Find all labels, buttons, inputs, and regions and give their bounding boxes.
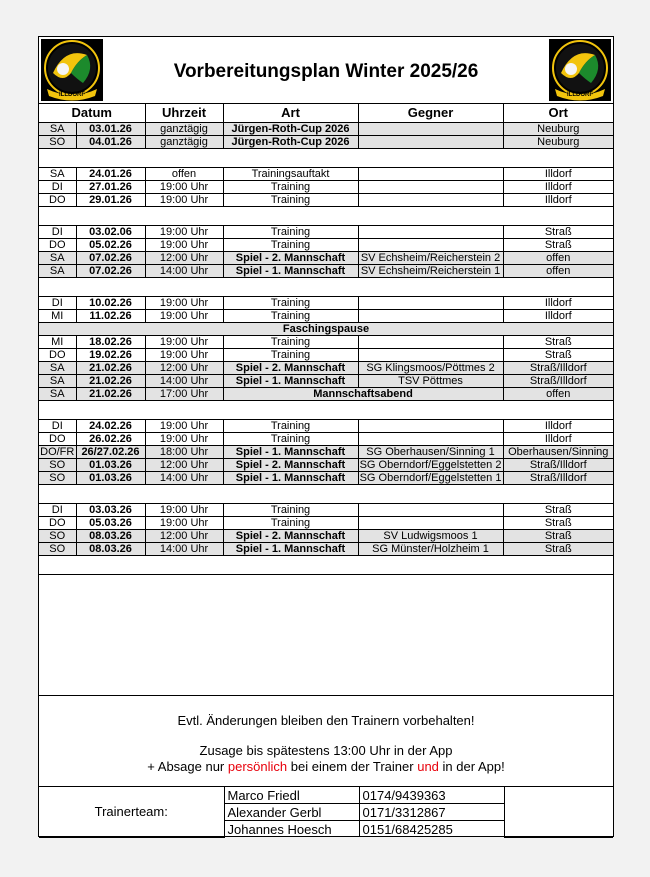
type-cell: Training	[223, 336, 358, 349]
date-cell: 03.03.26	[76, 504, 145, 517]
opponent-cell	[358, 168, 503, 181]
date-cell: 10.02.26	[76, 297, 145, 310]
day-cell: SA	[39, 388, 76, 401]
location-cell: offen	[503, 265, 613, 278]
location-cell: Oberhausen/Sinning	[503, 446, 613, 459]
opponent-cell: SV Echsheim/Reicherstein 2	[358, 252, 503, 265]
opponent-cell	[358, 420, 503, 433]
event-cell: Mannschaftsabend	[223, 388, 503, 401]
date-cell: 07.02.26	[76, 252, 145, 265]
trainer-team-label: Trainerteam:	[39, 787, 224, 838]
date-cell: 21.02.26	[76, 375, 145, 388]
note-cancel-c: in der App!	[438, 759, 505, 774]
column-header-ort: Ort	[503, 103, 613, 123]
time-cell: 12:00 Uhr	[145, 530, 223, 543]
trainer-name: Johannes Hoesch	[224, 821, 359, 838]
table-row	[39, 226, 613, 239]
notes-box	[39, 695, 613, 787]
location-cell: Illdorf	[503, 181, 613, 194]
trainer-name: Marco Friedl	[224, 787, 359, 804]
opponent-cell	[358, 517, 503, 530]
trainer-name: Alexander Gerbl	[224, 804, 359, 821]
type-cell: Training	[223, 517, 358, 530]
blank-separator-row	[39, 556, 613, 575]
column-header-uhrzeit: Uhrzeit	[145, 103, 223, 123]
table-row	[39, 194, 613, 207]
type-cell: Spiel - 1. Mannschaft	[223, 446, 358, 459]
type-cell: Jürgen-Roth-Cup 2026	[223, 136, 358, 149]
opponent-cell	[358, 336, 503, 349]
opponent-cell	[358, 239, 503, 252]
date-cell: 26/27.02.26	[76, 446, 145, 459]
type-cell: Jürgen-Roth-Cup 2026	[223, 123, 358, 136]
schedule-sheet	[38, 36, 614, 837]
date-cell: 08.03.26	[76, 543, 145, 556]
logo-text: ILLDORF	[59, 92, 85, 98]
time-cell: 19:00 Uhr	[145, 420, 223, 433]
day-cell: DI	[39, 226, 76, 239]
table-row	[39, 349, 613, 362]
time-cell: 18:00 Uhr	[145, 446, 223, 459]
day-cell: DO	[39, 194, 76, 207]
blank-separator-row	[39, 278, 613, 297]
table-row	[39, 181, 613, 194]
day-cell: SA	[39, 362, 76, 375]
day-cell: SA	[39, 123, 76, 136]
time-cell: 14:00 Uhr	[145, 265, 223, 278]
type-cell: Training	[223, 226, 358, 239]
trainer-phone: 0174/9439363	[359, 787, 504, 804]
day-cell: MI	[39, 310, 76, 323]
table-row	[39, 375, 613, 388]
location-cell: Straß	[503, 530, 613, 543]
date-cell: 03.01.26	[76, 123, 145, 136]
opponent-cell: SG Oberndorf/Eggelstetten 2	[359, 459, 502, 471]
opponent-cell: SG Oberhausen/Sinning 1	[358, 446, 503, 459]
type-cell: Spiel - 1. Mannschaft	[223, 472, 358, 485]
type-cell: Trainingsauftakt	[223, 168, 358, 181]
column-header-art: Art	[223, 103, 358, 123]
date-cell: 24.01.26	[76, 168, 145, 181]
date-cell: 05.03.26	[76, 517, 145, 530]
trainer-table	[39, 786, 613, 838]
location-cell: Neuburg	[503, 123, 613, 136]
day-cell: DI	[39, 420, 76, 433]
time-cell: 19:00 Uhr	[145, 297, 223, 310]
table-row	[39, 252, 613, 265]
date-cell: 26.02.26	[76, 433, 145, 446]
location-cell: Straß	[503, 226, 613, 239]
type-cell: Training	[223, 297, 358, 310]
location-cell: offen	[503, 388, 613, 401]
time-cell: 12:00 Uhr	[145, 362, 223, 375]
note-cancel-a: + Absage nur	[147, 759, 228, 774]
blank-separator-row	[39, 207, 613, 226]
day-cell: SO	[39, 459, 76, 472]
time-cell: 19:00 Uhr	[145, 310, 223, 323]
day-cell: SA	[39, 168, 76, 181]
opponent-cell: SG Klingsmoos/Pöttmes 2	[358, 362, 503, 375]
separator-cell	[39, 207, 613, 226]
separator-cell	[39, 278, 613, 297]
date-cell: 03.02.06	[76, 226, 145, 239]
date-cell: 21.02.26	[76, 362, 145, 375]
date-cell: 21.02.26	[76, 388, 145, 401]
location-cell: Straß/Illdorf	[503, 362, 613, 375]
table-row	[39, 136, 613, 149]
column-header-datum: Datum	[39, 103, 145, 123]
day-cell: DO	[39, 517, 76, 530]
table-row	[39, 530, 613, 543]
location-cell: Illdorf	[503, 194, 613, 207]
type-cell: Training	[223, 504, 358, 517]
location-cell: Straß	[503, 517, 613, 530]
blank-separator-row	[39, 485, 613, 504]
note-confirm: Zusage bis spätestens 13:00 Uhr in der App	[199, 743, 453, 758]
day-cell: SO	[39, 136, 76, 149]
section-break-row	[39, 323, 613, 336]
location-cell: Illdorf	[503, 420, 613, 433]
table-row	[39, 446, 613, 459]
opponent-cell	[358, 349, 503, 362]
day-cell: DO/FR	[40, 446, 75, 458]
table-row	[39, 517, 613, 530]
location-cell: Straß	[503, 349, 613, 362]
table-row	[39, 459, 613, 472]
day-cell: DO	[39, 433, 76, 446]
opponent-cell	[358, 504, 503, 517]
opponent-cell: SG Oberndorf/Eggelstetten 1	[359, 472, 502, 484]
type-cell: Training	[223, 181, 358, 194]
opponent-cell	[358, 123, 503, 136]
time-cell: 14:00 Uhr	[145, 543, 223, 556]
time-cell: 19:00 Uhr	[145, 349, 223, 362]
trainer-phone: 0151/68425285	[359, 821, 504, 838]
separator-cell	[39, 401, 613, 420]
location-cell: Straß/Illdorf	[503, 472, 613, 485]
opponent-cell	[358, 136, 503, 149]
opponent-cell	[358, 226, 503, 239]
location-cell: Straß	[503, 543, 613, 556]
day-cell: SO	[39, 472, 76, 485]
type-cell: Spiel - 2. Mannschaft	[223, 459, 358, 472]
section-break-label: Faschingspause	[39, 323, 613, 336]
location-cell: offen	[503, 252, 613, 265]
note-cancel-b: bei einem der Trainer	[287, 759, 418, 774]
time-cell: 19:00 Uhr	[145, 517, 223, 530]
time-cell: ganztägig	[145, 123, 223, 136]
location-cell: Straß	[503, 504, 613, 517]
day-cell: SA	[39, 252, 76, 265]
opponent-cell	[358, 297, 503, 310]
time-cell: offen	[145, 168, 223, 181]
location-cell: Straß	[503, 239, 613, 252]
time-cell: 19:00 Uhr	[145, 336, 223, 349]
date-cell: 01.03.26	[76, 459, 145, 472]
time-cell: 12:00 Uhr	[145, 459, 223, 472]
separator-cell	[39, 149, 613, 168]
time-cell: 17:00 Uhr	[145, 388, 223, 401]
type-cell: Spiel - 2. Mannschaft	[223, 530, 358, 543]
date-cell: 01.03.26	[76, 472, 145, 485]
club-logo-right	[549, 39, 611, 101]
table-row	[39, 123, 613, 136]
note-highlight-personally: persönlich	[227, 759, 288, 774]
time-cell: 19:00 Uhr	[145, 504, 223, 517]
location-cell: Neuburg	[503, 136, 613, 149]
type-cell: Training	[223, 349, 358, 362]
trainer-phone: 0171/3312867	[359, 804, 504, 821]
time-cell: ganztägig	[145, 136, 223, 149]
table-row	[39, 239, 613, 252]
time-cell: 19:00 Uhr	[145, 226, 223, 239]
day-cell: SA	[39, 265, 76, 278]
trainer-empty-cell	[504, 787, 613, 838]
date-cell: 11.02.26	[76, 310, 145, 323]
date-cell: 04.01.26	[76, 136, 145, 149]
location-cell: Straß	[503, 336, 613, 349]
type-cell: Training	[223, 433, 358, 446]
table-row	[39, 433, 613, 446]
location-cell: Straß/Illdorf	[503, 459, 613, 472]
day-cell: DI	[39, 297, 76, 310]
schedule-table	[39, 103, 613, 575]
type-cell: Spiel - 1. Mannschaft	[223, 543, 358, 556]
table-header-row	[39, 103, 613, 123]
table-row	[39, 168, 613, 181]
column-header-gegner: Gegner	[358, 103, 503, 123]
table-row	[39, 504, 613, 517]
day-cell: DI	[39, 504, 76, 517]
date-cell: 18.02.26	[76, 336, 145, 349]
type-cell: Spiel - 1. Mannschaft	[223, 265, 358, 278]
date-cell: 05.02.26	[76, 239, 145, 252]
day-cell: MI	[39, 336, 76, 349]
time-cell: 19:00 Uhr	[145, 181, 223, 194]
table-row	[39, 310, 613, 323]
time-cell: 12:00 Uhr	[145, 252, 223, 265]
date-cell: 24.02.26	[76, 420, 145, 433]
table-row	[39, 297, 613, 310]
header	[39, 37, 613, 104]
type-cell: Training	[223, 420, 358, 433]
separator-cell	[39, 556, 613, 575]
day-cell: SO	[39, 530, 76, 543]
date-cell: 27.01.26	[76, 181, 145, 194]
table-row	[39, 420, 613, 433]
date-cell: 19.02.26	[76, 349, 145, 362]
trainer-row	[39, 787, 613, 804]
location-cell: Illdorf	[503, 433, 613, 446]
day-cell: DO	[39, 239, 76, 252]
table-row	[39, 388, 613, 401]
time-cell: 14:00 Uhr	[145, 472, 223, 485]
table-row	[39, 336, 613, 349]
date-cell: 07.02.26	[76, 265, 145, 278]
time-cell: 14:00 Uhr	[145, 375, 223, 388]
type-cell: Spiel - 2. Mannschaft	[223, 362, 358, 375]
opponent-cell	[358, 181, 503, 194]
logo-text: ILLDORF	[567, 92, 593, 98]
location-cell: Illdorf	[503, 297, 613, 310]
opponent-cell: SV Ludwigsmoos 1	[358, 530, 503, 543]
table-row	[39, 265, 613, 278]
day-cell: SO	[39, 543, 76, 556]
table-row	[39, 472, 613, 485]
opponent-cell	[358, 433, 503, 446]
opponent-cell	[358, 194, 503, 207]
time-cell: 19:00 Uhr	[145, 239, 223, 252]
blank-separator-row	[39, 401, 613, 420]
blank-separator-row	[39, 149, 613, 168]
type-cell: Training	[223, 239, 358, 252]
type-cell: Spiel - 2. Mannschaft	[223, 252, 358, 265]
location-cell: Illdorf	[503, 310, 613, 323]
page-title: Vorbereitungsplan Winter 2025/26	[173, 61, 479, 82]
date-cell: 08.03.26	[76, 530, 145, 543]
type-cell: Spiel - 1. Mannschaft	[223, 375, 358, 388]
separator-cell	[39, 485, 613, 504]
opponent-cell	[358, 310, 503, 323]
time-cell: 19:00 Uhr	[145, 194, 223, 207]
type-cell: Training	[223, 194, 358, 207]
opponent-cell: SV Echsheim/Reicherstein 1	[358, 265, 503, 278]
day-cell: DI	[39, 181, 76, 194]
day-cell: DO	[39, 349, 76, 362]
opponent-cell: SG Münster/Holzheim 1	[358, 543, 503, 556]
note-changes: Evtl. Änderungen bleiben den Trainern vorbehalten!	[177, 713, 475, 728]
note-highlight-and: und	[417, 759, 439, 774]
type-cell: Training	[223, 310, 358, 323]
location-cell: Straß/Illdorf	[503, 375, 613, 388]
table-row	[39, 543, 613, 556]
time-cell: 19:00 Uhr	[145, 433, 223, 446]
table-row	[39, 362, 613, 375]
day-cell: SA	[39, 375, 76, 388]
note-cancel	[39, 759, 613, 774]
opponent-cell: TSV Pöttmes	[358, 375, 503, 388]
location-cell: Illdorf	[503, 168, 613, 181]
date-cell: 29.01.26	[76, 194, 145, 207]
